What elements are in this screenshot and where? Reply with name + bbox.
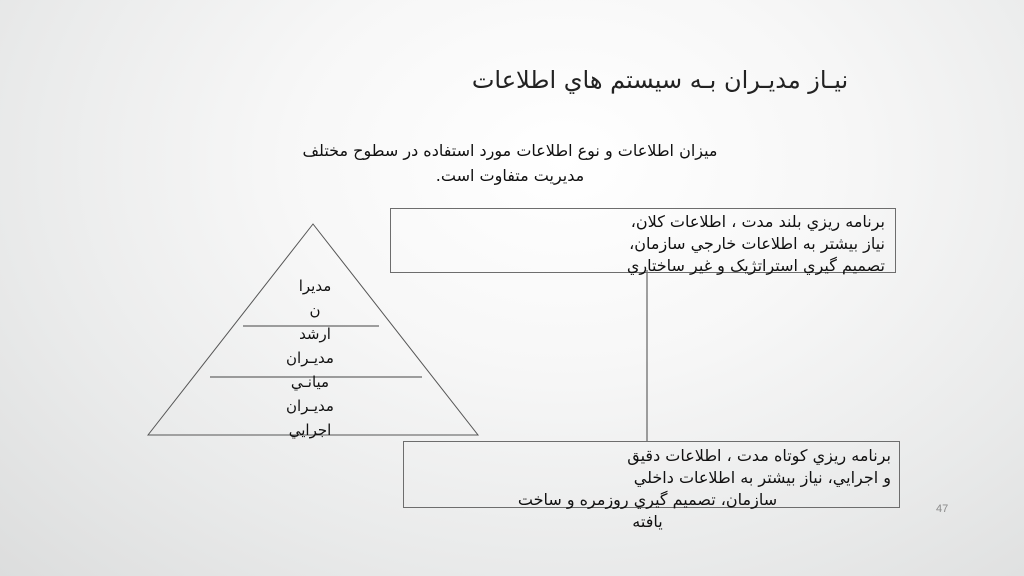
tier-operational-line-1: مديـران [286, 397, 334, 415]
pyramid-tier-senior-managers [270, 274, 360, 346]
subtitle-line-2: مديريت متفاوت است. [435, 166, 585, 185]
subtitle-line-1: ميزان اطلاعات و نوع اطلاعات مورد استفاده در سطوح مختلف [302, 141, 718, 160]
tier-senior-line-2: ن [309, 301, 321, 319]
operational-info-line-3: سازمان، تصميم گيري روزمره و ساخت [517, 490, 778, 509]
pyramid-tier-middle-managers [255, 346, 365, 394]
tier-senior-line-3: ارشد [299, 325, 331, 343]
operational-info-line-2: و اجرايي، نياز بيشتر به اطلاعات داخلي [633, 468, 891, 487]
page-number: 47 [936, 503, 949, 515]
slide-title: نيـاز مديـران بـه سيستم هاي اطلاعات [471, 66, 849, 94]
senior-managers-info-box [390, 208, 896, 273]
senior-info-line-3: تصميم گيري استراتژيک و غير ساختاري [626, 256, 885, 275]
operational-managers-info-box [403, 441, 900, 531]
operational-info-line-4: يافته [632, 512, 663, 531]
tier-middle-line-2: ميانـي [290, 373, 330, 391]
pyramid-tier-operational-managers [255, 394, 365, 442]
operational-info-line-1: برنامه ريزي کوتاه مدت ، اطلاعات دقيق [627, 446, 891, 465]
senior-info-line-2: نياز بيشتر به اطلاعات خارجي سازمان، [629, 234, 885, 253]
tier-senior-line-1: مديرا [298, 277, 332, 295]
tier-middle-line-1: مديـران [286, 349, 334, 367]
senior-info-line-1: برنامه ريزي بلند مدت ، اطلاعات کلان، [630, 212, 885, 231]
tier-operational-line-2: اجرايي [288, 421, 332, 439]
